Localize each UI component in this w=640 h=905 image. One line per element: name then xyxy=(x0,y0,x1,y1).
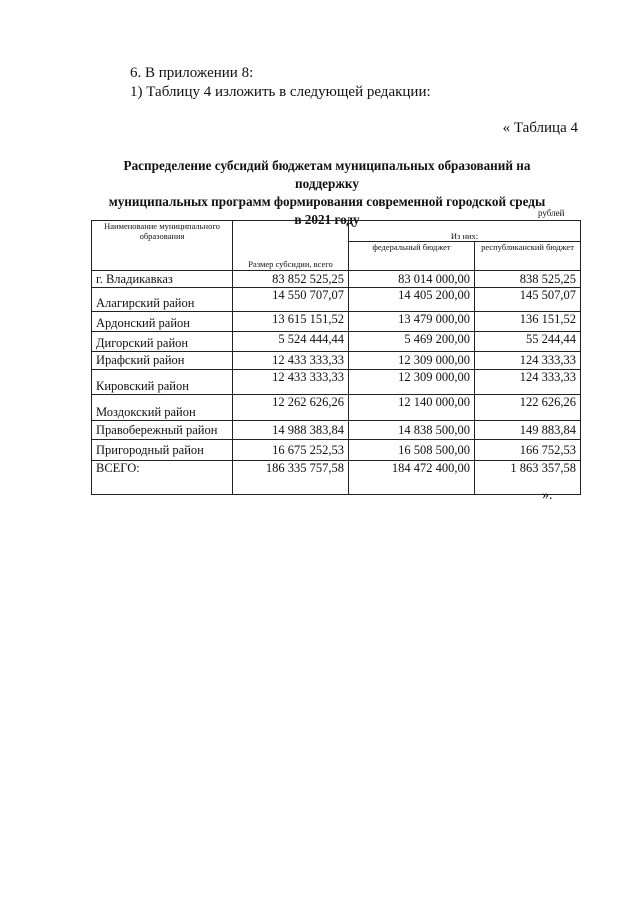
header-republic: республиканский бюджет xyxy=(475,242,581,271)
table-row xyxy=(92,352,581,370)
row-total: 16 675 252,53 xyxy=(233,440,349,461)
row-federal: 12 140 000,00 xyxy=(349,395,475,421)
row-name: Ирафский район xyxy=(92,352,233,370)
header-federal: федеральный бюджет xyxy=(349,242,475,271)
intro-text xyxy=(130,64,431,102)
row-federal: 12 309 000,00 xyxy=(349,370,475,395)
row-republic: 136 151,52 xyxy=(475,312,581,332)
row-name: Моздокский район xyxy=(92,395,233,421)
row-federal: 83 014 000,00 xyxy=(349,271,475,288)
row-republic: 124 333,33 xyxy=(475,352,581,370)
heading-line-3: в 2021 году xyxy=(294,212,360,227)
row-name: Кировский район xyxy=(92,370,233,395)
row-republic: 149 883,84 xyxy=(475,421,581,440)
total-sum: 186 335 757,58 xyxy=(233,461,349,495)
table-header-row xyxy=(92,221,581,242)
table-row xyxy=(92,395,581,421)
row-name: г. Владикавказ xyxy=(92,271,233,288)
row-federal: 12 309 000,00 xyxy=(349,352,475,370)
header-total: Размер субсидии, всего xyxy=(233,221,349,271)
row-name: Пригородный район xyxy=(92,440,233,461)
table-row xyxy=(92,421,581,440)
total-republic: 1 863 357,58 xyxy=(475,461,581,495)
row-total: 12 433 333,33 xyxy=(233,370,349,395)
row-federal: 5 469 200,00 xyxy=(349,332,475,352)
row-total: 12 262 626,26 xyxy=(233,395,349,421)
row-republic: 124 333,33 xyxy=(475,370,581,395)
row-federal: 16 508 500,00 xyxy=(349,440,475,461)
intro-line-1: 6. В приложении 8: xyxy=(130,65,254,81)
row-total: 5 524 444,44 xyxy=(233,332,349,352)
row-federal: 14 405 200,00 xyxy=(349,288,475,312)
subsidy-table xyxy=(91,220,581,495)
header-of-which: Из них: xyxy=(349,221,581,242)
row-name: Дигорский район xyxy=(92,332,233,352)
units-label: рублей xyxy=(538,208,565,218)
row-total: 14 988 383,84 xyxy=(233,421,349,440)
table-total-row xyxy=(92,461,581,495)
total-federal: 184 472 400,00 xyxy=(349,461,475,495)
row-federal: 13 479 000,00 xyxy=(349,312,475,332)
row-republic: 838 525,25 xyxy=(475,271,581,288)
table-reference: « Таблица 4 xyxy=(502,120,578,136)
row-name: Правобережный район xyxy=(92,421,233,440)
heading-line-2: муниципальных программ формирования современной городской среды xyxy=(108,194,546,209)
table-row xyxy=(92,271,581,288)
row-total: 83 852 525,25 xyxy=(233,271,349,288)
row-name: Алагирский район xyxy=(92,288,233,312)
heading-line-1: Распределение субсидий бюджетам муниципальных образований на поддержку xyxy=(123,158,531,191)
intro-line-2: 1) Таблицу 4 изложить в следующей редакции: xyxy=(130,84,431,100)
row-federal: 14 838 500,00 xyxy=(349,421,475,440)
row-republic: 122 626,26 xyxy=(475,395,581,421)
table-heading xyxy=(92,157,565,229)
row-total: 14 550 707,07 xyxy=(233,288,349,312)
table-row xyxy=(92,440,581,461)
row-total: 12 433 333,33 xyxy=(233,352,349,370)
table-row xyxy=(92,288,581,312)
row-total: 13 615 151,52 xyxy=(233,312,349,332)
table-row xyxy=(92,312,581,332)
table-row xyxy=(92,370,581,395)
row-republic: 145 507,07 xyxy=(475,288,581,312)
row-republic: 166 752,53 xyxy=(475,440,581,461)
row-name: Ардонский район xyxy=(92,312,233,332)
row-republic: 55 244,44 xyxy=(475,332,581,352)
closing-quote: ». xyxy=(542,488,553,503)
header-municipality: Наименование муниципального образования xyxy=(92,221,233,271)
total-label: ВСЕГО: xyxy=(92,461,233,495)
table-row xyxy=(92,332,581,352)
